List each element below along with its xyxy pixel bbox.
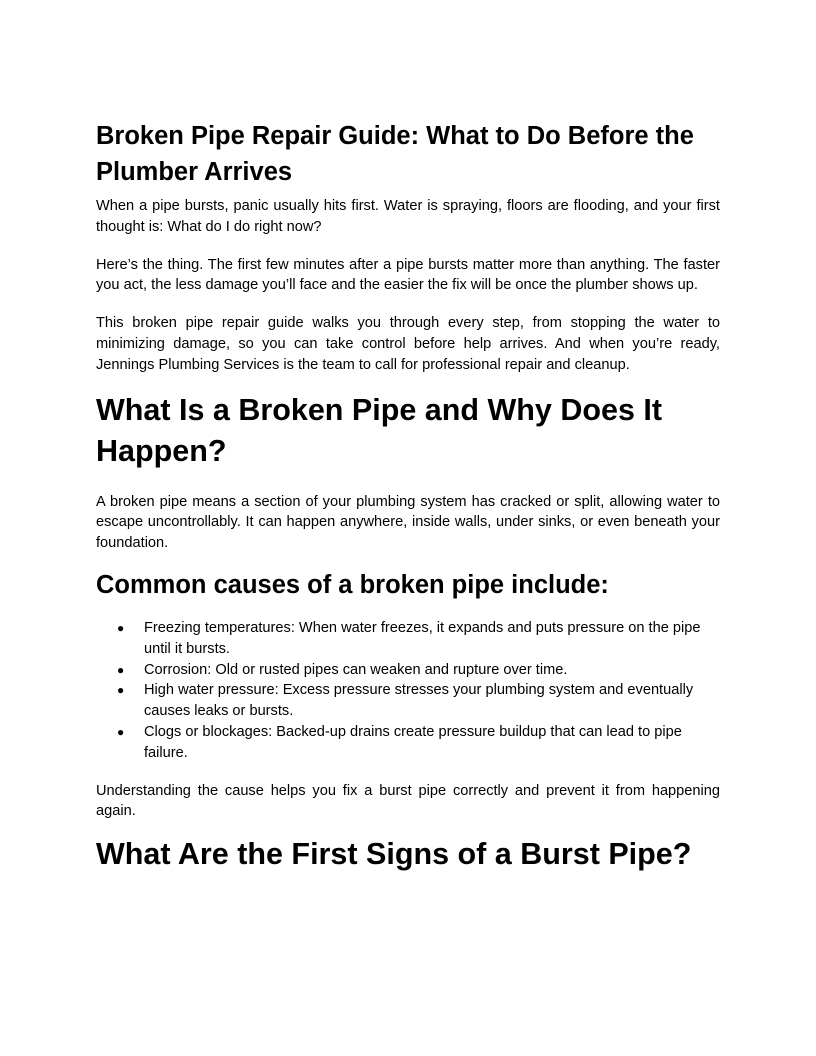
intro-paragraph-3: This broken pipe repair guide walks you through every step, from stopping the water to minimizing damage, so you can take control before help arrives. And when you’re ready, Jennings Plumbing Services is the team to call for professional repair and cleanup. [96,315,720,373]
intro-paragraph-1: When a pipe bursts, panic usually hits first. Water is spraying, floors are flooding, and your first thought is: What do I do right now? [96,198,720,235]
list-item [96,660,720,681]
list-item-text: High water pressure: Excess pressure stresses your plumbing system and eventually causes leaks or bursts. [144,682,694,720]
list-item [96,680,720,722]
document-title: Broken Pipe Repair Guide: What to Do Before the Plumber Arrives [96,122,694,186]
list-item [96,722,720,764]
list-item-text: Clogs or blockages: Backed-up drains create pressure buildup that can lead to pipe failure. [144,723,682,761]
list-item [96,618,720,660]
section-heading-burst-signs: What Are the First Signs of a Burst Pipe? [96,837,692,872]
section-broken-pipe-paragraph: A broken pipe means a section of your plumbing system has cracked or split, allowing water to escape uncontrollably. It can happen anywhere, inside walls, under sinks, or even beneath your foundation. [96,493,720,552]
list-item-text: Freezing temperatures: When water freezes, it expands and puts pressure on the pipe until it bursts. [144,619,701,657]
section-heading-broken-pipe: What Is a Broken Pipe and Why Does It Happen? [96,392,663,468]
bullet-icon: ● [117,662,125,677]
causes-list [96,618,720,764]
subsection-heading-causes: Common causes of a broken pipe include: [96,570,609,599]
bullet-icon: ● [117,683,125,698]
intro-paragraph-2: Here’s the thing. The first few minutes after a pipe bursts matter more than anything. The faster you act, the less damage you’ll face and the easier the fix will be once the plumber shows up. [96,256,720,294]
bullet-icon: ● [117,724,125,739]
document-page [96,118,720,895]
list-item-text: Corrosion: Old or rusted pipes can weaken and rupture over time. [144,661,568,678]
causes-closing-paragraph: Understanding the cause helps you fix a burst pipe correctly and prevent it from happening again. [96,782,720,820]
bullet-icon: ● [117,620,125,635]
